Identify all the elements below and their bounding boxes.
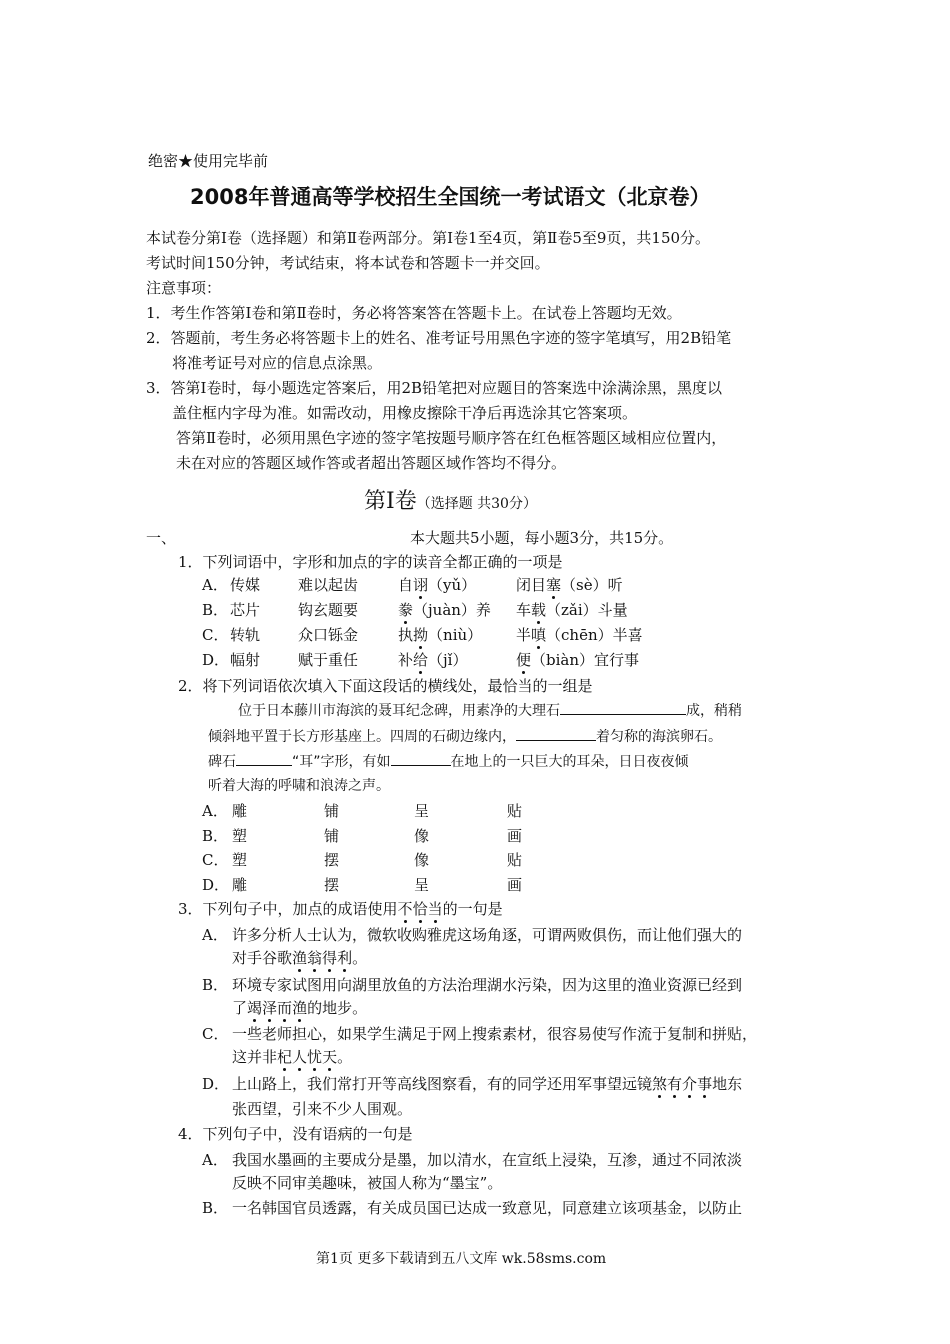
passage-text: 着匀称的海滨卵石。 <box>596 729 722 745</box>
fill-blank-2 <box>516 726 596 741</box>
option-word-1: 转轨 <box>230 626 261 644</box>
option-word-3 <box>398 650 467 670</box>
word-part: 执 <box>398 626 414 644</box>
dotted-char: 利 <box>337 949 353 967</box>
section-title: 第Ⅰ卷 <box>364 489 417 514</box>
passage-text: 碑石 <box>208 754 236 770</box>
question-4-option-a-label: A． <box>202 1151 228 1169</box>
option-label: A． <box>202 802 228 820</box>
option-label: C． <box>202 851 229 869</box>
question-4-option-a-line-2: 反映不同审美趣味，被国人称为“墨宝”。 <box>232 1174 503 1192</box>
pinyin: （sè）听 <box>561 576 623 594</box>
question-3-option-a-label: A． <box>202 926 228 944</box>
option-word-3: 像 <box>414 827 430 845</box>
dotted-char: 诩 <box>413 576 429 594</box>
notice-title: 注意事项： <box>146 279 222 297</box>
dotted-char: 拗 <box>413 626 429 644</box>
dotted-char: 渔 <box>292 949 308 967</box>
passage-text: 位于日本藤川市海滨的聂耳纪念碑，用素净的大理石 <box>238 703 560 719</box>
option-word-1: 幅射 <box>230 651 261 669</box>
question-3-option-a-line-2 <box>232 948 367 968</box>
question-3-option-b-label: B． <box>202 976 229 994</box>
dotted-idiom <box>652 1075 712 1093</box>
pinyin: （jǐ） <box>428 651 468 669</box>
option-text: 。 <box>337 1048 353 1066</box>
intro-line-1: 本试卷分第Ⅰ卷（选择题）和第Ⅱ卷两部分。第Ⅰ卷1至4页，第Ⅱ卷5至9页，共150分。 <box>146 229 711 247</box>
dotted-idiom <box>277 1048 337 1066</box>
option-word-2: 赋于重任 <box>298 651 359 669</box>
question-3-option-c-line-2 <box>232 1047 352 1067</box>
question-2-stem: 2．将下列词语依次填入下面这段话的横线处，最恰当的一组是 <box>178 677 593 695</box>
question-3-option-c-label: C． <box>202 1025 229 1043</box>
pinyin: （chēn）半喜 <box>546 626 643 644</box>
dotted-char: 便 <box>516 651 532 669</box>
option-word-2: 众口铄金 <box>298 626 359 644</box>
option-word-2: 铺 <box>324 802 340 820</box>
passage-line-2 <box>208 726 722 747</box>
option-text: 了 <box>232 999 248 1017</box>
option-label: A． <box>202 576 228 594</box>
dotted-char: 载 <box>531 601 547 619</box>
option-word-1: 传媒 <box>230 576 261 594</box>
option-word-2: 摆 <box>324 876 340 894</box>
option-label: B． <box>202 827 229 845</box>
passage-text: 倾斜地平置于长方形基座上。四周的石砌边缘内， <box>208 729 516 745</box>
option-text: 对手谷歌 <box>232 949 293 967</box>
option-word-4 <box>516 600 628 620</box>
option-word-4 <box>516 650 639 670</box>
fill-blank-3 <box>236 751 292 766</box>
option-word-4: 贴 <box>507 802 523 820</box>
option-text: 地东 <box>712 1075 743 1093</box>
option-text: 的地步。 <box>307 999 368 1017</box>
question-3-option-b-line-1: 环境专家试图用向湖里放鱼的方法治理湖水污染，因为这里的渔业资源已经到 <box>232 976 743 994</box>
question-4-option-b-label: B． <box>202 1199 229 1217</box>
option-word-1: 芯片 <box>230 601 261 619</box>
option-label: B． <box>202 601 229 619</box>
option-word-3 <box>398 575 476 595</box>
question-4-option-b-line-1: 一名韩国官员透露，有关成员国已达成一致意见，同意建立该项基金，以防止 <box>232 1199 743 1217</box>
option-word-2: 钩玄题要 <box>298 601 359 619</box>
dotted-char: 不 <box>397 900 413 918</box>
dotted-char: 得 <box>322 949 338 967</box>
dotted-char: 给 <box>413 651 429 669</box>
pinyin: （yǔ） <box>428 576 477 594</box>
dotted-idiom <box>247 999 307 1017</box>
dotted-char: 有 <box>667 1075 683 1093</box>
page-footer: 第1页 更多下载请到五八文库 wk.58sms.com <box>316 1251 607 1267</box>
pinyin: （biàn）宜行事 <box>531 651 640 669</box>
dotted-char: 忧 <box>307 1048 323 1066</box>
option-word-3: 呈 <box>414 802 430 820</box>
dotted-char: 介 <box>682 1075 698 1093</box>
pinyin: （zǎi）斗量 <box>546 601 628 619</box>
dotted-char: 当 <box>427 900 443 918</box>
option-label: D． <box>202 876 230 894</box>
question-3-option-c-line-1: 一些老师担心，如果学生满足于网上搜索素材，很容易使写作流于复制和拼贴， <box>232 1025 758 1043</box>
dotted-idiom <box>292 949 352 967</box>
question-3-stem <box>178 899 503 919</box>
option-word-4: 画 <box>507 827 523 845</box>
question-4-option-a-line-1: 我国水墨画的主要成分是墨，加以清水，在宣纸上浸染，互渗，通过不同浓淡 <box>232 1151 743 1169</box>
notice-item-1: 1．考生作答第Ⅰ卷和第Ⅱ卷时，务必将答案答在答题卡上。在试卷上答题均无效。 <box>146 304 682 322</box>
option-text: 。 <box>352 949 368 967</box>
dotted-text <box>398 900 443 918</box>
option-word-1: 塑 <box>232 851 248 869</box>
word-part: 半 <box>516 626 532 644</box>
passage-text: 在地上的一只巨大的耳朵，日日夜夜倾 <box>450 754 689 770</box>
section-subtitle: （选择题 共30分） <box>416 496 537 512</box>
notice-item-3-cont-2: 答第Ⅱ卷时，必须用黑色字迹的签字笔按题号顺序答在红色框答题区域相应位置内， <box>176 429 727 447</box>
part-description: 本大题共5小题，每小题3分，共15分。 <box>410 529 674 547</box>
option-word-3: 像 <box>414 851 430 869</box>
dotted-char: 竭 <box>247 999 263 1017</box>
question-4-stem: 4．下列句子中，没有语病的一句是 <box>178 1125 413 1143</box>
dotted-char: 恰 <box>412 900 428 918</box>
question-3-option-b-line-2 <box>232 998 367 1018</box>
option-word-3 <box>398 625 482 645</box>
option-word-2: 难以起齿 <box>298 576 359 594</box>
option-text: 这并非 <box>232 1048 278 1066</box>
pinyin: （niù） <box>428 626 483 644</box>
question-3-option-d-line-1 <box>232 1074 742 1094</box>
question-1-stem: 1．下列词语中，字形和加点的字的读音全都正确的一项是 <box>178 553 563 571</box>
dotted-char: 煞 <box>652 1075 668 1093</box>
section-heading <box>364 488 537 516</box>
dotted-char: 而 <box>277 999 293 1017</box>
passage-text: “耳”字形，有如 <box>292 754 391 770</box>
option-word-2: 铺 <box>324 827 340 845</box>
dotted-char: 杞 <box>277 1048 293 1066</box>
part-number: 一、 <box>146 529 177 547</box>
dotted-char: 泽 <box>262 999 278 1017</box>
intro-line-2: 考试时间150分钟，考试结束，将本试卷和答题卡一并交回。 <box>146 254 550 272</box>
option-word-2: 摆 <box>324 851 340 869</box>
notice-item-3-cont-3: 未在对应的答题区域作答或者超出答题区域作答均不得分。 <box>176 454 567 472</box>
option-word-1: 雕 <box>232 802 248 820</box>
notice-item-3: 3．答第Ⅰ卷时，每小题选定答案后，用2B铅笔把对应题目的答案选中涂满涂黑，黑度以 <box>146 379 723 397</box>
stem-text: 3．下列句子中，加点的成语使用 <box>178 900 398 918</box>
dotted-char: 事 <box>697 1075 713 1093</box>
dotted-char: 塞 <box>546 576 562 594</box>
dotted-char: 渔 <box>292 999 308 1017</box>
option-label: D． <box>202 651 230 669</box>
secret-mark: 绝密★使用完毕前 <box>148 152 269 170</box>
passage-line-1 <box>238 700 742 721</box>
fill-blank-1 <box>560 700 686 715</box>
question-3-option-a-line-1: 许多分析人士认为，微软收购雅虎这场角逐，可谓两败俱伤，而让他们强大的 <box>232 926 743 944</box>
question-3-option-d-line-2: 张西望，引来不少人围观。 <box>232 1100 413 1118</box>
option-word-4: 画 <box>507 876 523 894</box>
dotted-char: 翁 <box>307 949 323 967</box>
option-word-3: 呈 <box>414 876 430 894</box>
option-word-1: 塑 <box>232 827 248 845</box>
stem-text: 的一句是 <box>442 900 503 918</box>
option-word-4: 贴 <box>507 851 523 869</box>
notice-item-2: 2．答题前，考生务必将答题卡上的姓名、准考证号用黑色字迹的签字笔填写，用2B铅笔 <box>146 329 732 347</box>
option-text: 上山路上，我们常打开等高线图察看，有的同学还用军事望远镜 <box>232 1075 653 1093</box>
dotted-char: 豢 <box>398 601 414 619</box>
dotted-char: 人 <box>292 1048 308 1066</box>
passage-line-3 <box>208 751 689 772</box>
word-part: 补 <box>398 651 414 669</box>
pinyin: （juàn）养 <box>413 601 491 619</box>
option-label: C． <box>202 626 229 644</box>
word-part: 车 <box>516 601 532 619</box>
option-word-4 <box>516 625 643 645</box>
option-word-1: 雕 <box>232 876 248 894</box>
dotted-char: 天 <box>322 1048 338 1066</box>
notice-item-3-cont: 盖住框内字母为准。如需改动，用橡皮擦除干净后再选涂其它答案项。 <box>172 404 638 422</box>
notice-item-2-cont: 将准考证号对应的信息点涂黑。 <box>172 354 383 372</box>
question-3-option-d-label: D． <box>202 1075 230 1093</box>
passage-line-4: 听着大海的呼啸和浪涛之声。 <box>208 778 390 794</box>
option-word-4 <box>516 575 623 595</box>
word-part: 自 <box>398 576 414 594</box>
word-part: 闭目 <box>516 576 547 594</box>
passage-text: 成，稍稍 <box>686 703 742 719</box>
page-title: 2008年普通高等学校招生全国统一考试语文（北京卷） <box>190 185 711 209</box>
dotted-char: 嗔 <box>531 626 547 644</box>
option-word-3 <box>398 600 491 620</box>
fill-blank-4 <box>391 751 451 766</box>
